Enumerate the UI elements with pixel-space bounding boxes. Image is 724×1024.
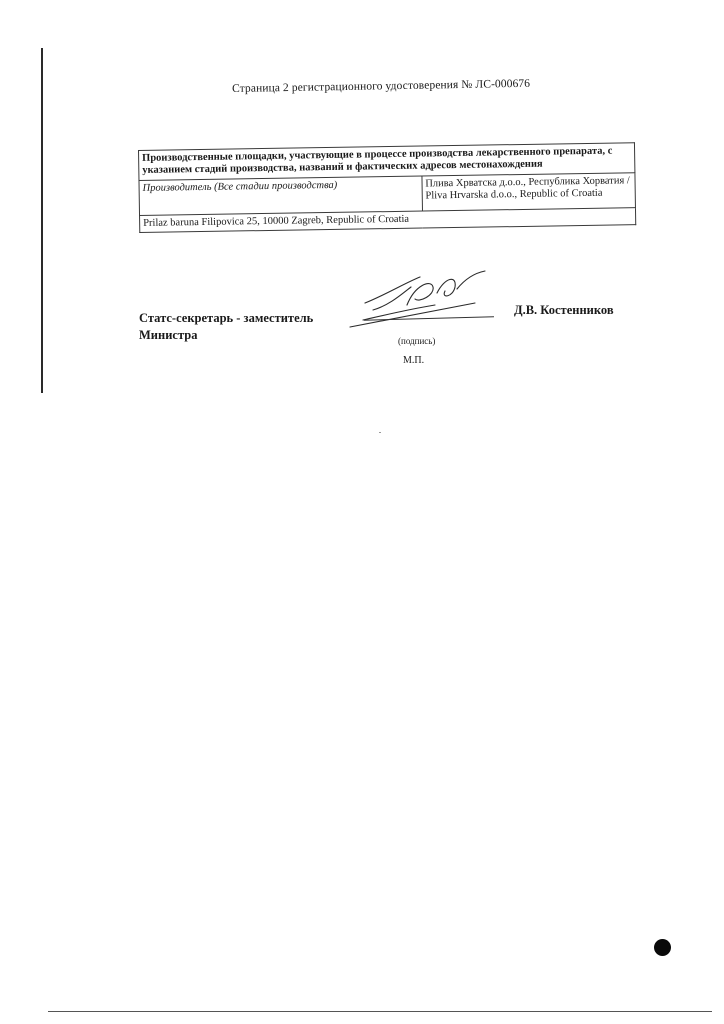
- footer-rule: [48, 1011, 712, 1012]
- production-sites-table: [138, 142, 636, 233]
- manufacturer-role: Производитель (Все стадии производства): [139, 176, 422, 215]
- seal-placeholder: М.П.: [403, 355, 425, 366]
- manufacturer-company: Плива Хрватска д.о.о., Республика Хорватия / Pliva Hrvarska d.o.o., Republic of Croatia: [422, 172, 636, 210]
- scan-speck: [379, 432, 381, 433]
- signatory-position: Статс-секретарь - заместитель Министра: [139, 311, 314, 342]
- signatory-name: Д.В. Костенников: [514, 303, 614, 317]
- black-dot-mark: [654, 939, 671, 956]
- left-margin-line: [41, 48, 43, 393]
- manufacturer-address: Prilaz baruna Filipovica 25, 10000 Zagreb, Republic of Croatia: [140, 207, 636, 232]
- production-sites-table-wrapper: [138, 142, 636, 233]
- page-header: Страница 2 регистрационного удостоверения № ЛС-000676: [232, 77, 531, 95]
- handwritten-signature: [345, 265, 505, 340]
- table-heading: Производственные площадки, участвующие в процессе производства лекарственного препарата, с указанием стадий производства, названий и фактических адресов местонахождения: [139, 143, 635, 181]
- signature-caption: (подпись): [398, 336, 436, 346]
